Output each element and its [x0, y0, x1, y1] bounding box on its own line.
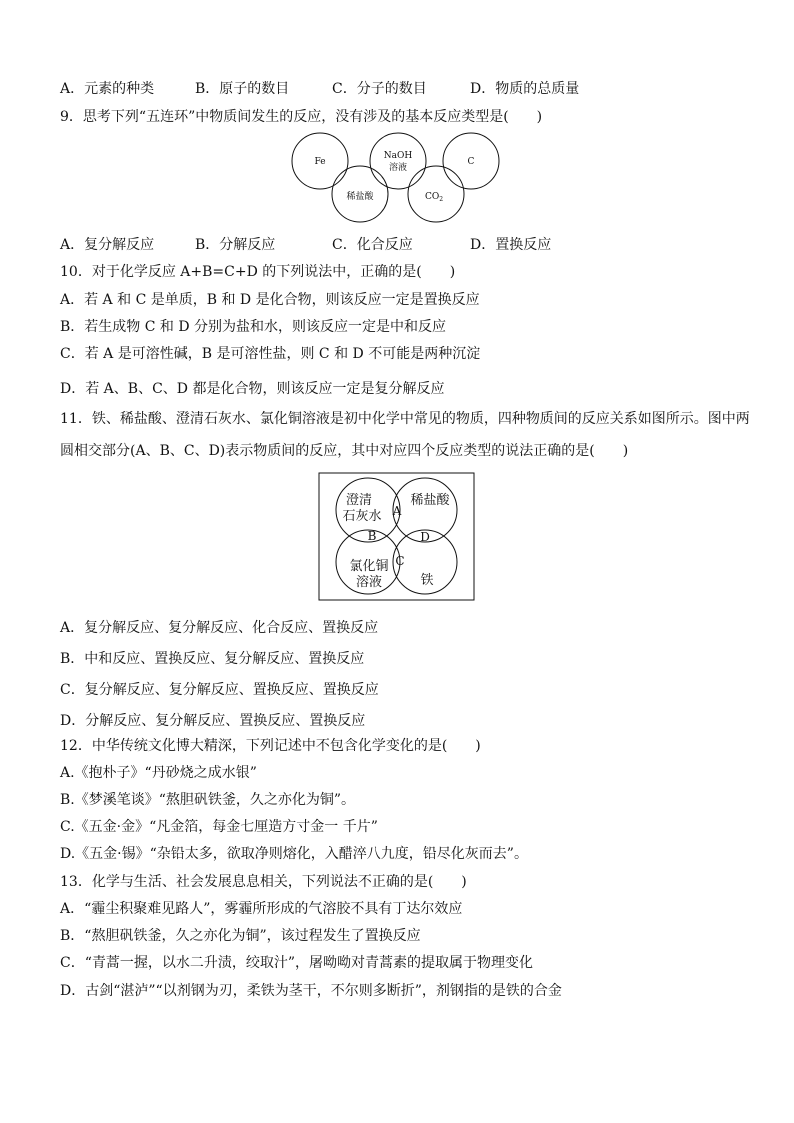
q11-option-d: D．分解反应、复分解反应、置换反应、置换反应 [60, 713, 366, 729]
q9-option-b: B．分解反应 [195, 237, 276, 253]
q9-option-d: D．置换反应 [470, 237, 552, 253]
label-hcl: 稀盐酸 [410, 493, 450, 508]
label-cucl2-1: 氯化铜 [349, 559, 389, 574]
ring-label-fe: Fe [314, 157, 326, 167]
five-rings-diagram [290, 128, 502, 228]
q12-option-b: B.《梦溪笔谈》“熬胆矾铁釜，久之亦化为铜”。 [60, 792, 356, 808]
q11-option-a: A．复分解反应、复分解反应、化合反应、置换反应 [60, 620, 379, 636]
ring-naoh [370, 133, 426, 189]
q8-option-a: A．元素的种类 [60, 81, 155, 97]
q8-option-b: B．原子的数目 [195, 81, 290, 97]
q10-option-d: D．若 A、B、C、D 都是化合物，则该反应一定是复分解反应 [60, 381, 445, 397]
q12-option-d: D.《五金·锡》“杂铅太多，欲取净则熔化，入醋淬八九度，铅尽化灰而去”。 [60, 846, 528, 862]
q10-option-c: C．若 A 是可溶性碱，B 是可溶性盐，则 C 和 D 不可能是两种沉淀 [60, 346, 481, 362]
q10-stem: 10．对于化学反应 A+B=C+D 的下列说法中，正确的是( ) [60, 264, 456, 280]
q11-option-b: B．中和反应、置换反应、复分解反应、置换反应 [60, 651, 365, 667]
region-d: D [420, 530, 430, 544]
q12-option-c: C.《五金·金》“凡金箔，每金七厘造方寸金一 千片” [60, 819, 378, 835]
q13-stem: 13．化学与生活、社会发展息息相关，下列说法不正确的是( ) [60, 874, 467, 890]
label-limewater-2: 石灰水 [342, 509, 382, 524]
q8-option-d: D．物质的总质量 [470, 81, 580, 97]
q10-option-a: A．若 A 和 C 是单质，B 和 D 是化合物，则该反应一定是置换反应 [60, 292, 480, 308]
q11-stem-line1: 11．铁、稀盐酸、澄清石灰水、氯化铜溶液是初中化学中常见的物质，四种物质间的反应关系如图所示。图中两 [60, 411, 750, 427]
q9-stem: 9．思考下列“五连环”中物质间发生的反应，没有涉及的基本反应类型是( ) [60, 109, 543, 125]
q8-option-c: C．分子的数目 [332, 81, 427, 97]
ring-label-hcl: 稀盐酸 [346, 192, 374, 202]
ring-label-c: C [467, 157, 475, 167]
q13-option-c: C．“青蒿一握，以水二升渍，绞取汁”，屠呦呦对青蒿素的提取属于物理变化 [60, 955, 534, 971]
q11-option-c: C．复分解反应、复分解反应、置换反应、置换反应 [60, 682, 379, 698]
venn-diagram [318, 472, 476, 602]
ring-label-solution: 溶液 [388, 163, 408, 173]
q10-option-b: B．若生成物 C 和 D 分别为盐和水，则该反应一定是中和反应 [60, 319, 447, 335]
q13-option-d: D．古剑“湛泸”“以剂钢为刃，柔铁为茎干，不尔则多断折”，剂钢指的是铁的合金 [60, 983, 562, 999]
q11-stem-line2: 圆相交部分(A、B、C、D)表示物质间的反应，其中对应四个反应类型的说法正确的是( ) [60, 443, 629, 459]
q9-option-c: C．化合反应 [332, 237, 413, 253]
ring-label-co2: $CO_2$ [424, 192, 444, 203]
q13-option-b: B．“熬胆矾铁釜，久之亦化为铜”，该过程发生了置换反应 [60, 928, 421, 944]
q12-stem: 12．中华传统文化博大精深，下列记述中不包含化学变化的是( ) [60, 738, 481, 754]
q9-option-a: A．复分解反应 [60, 237, 155, 253]
region-b: B [367, 529, 377, 543]
label-cucl2-2: 溶液 [355, 575, 383, 590]
q12-option-a: A.《抱朴子》“丹砂烧之成水银” [60, 765, 257, 781]
q13-option-a: A．“霾尘积聚难见路人”，雾霾所形成的气溶胶不具有丁达尔效应 [60, 901, 463, 917]
region-a: A [392, 504, 402, 518]
label-iron: 铁 [420, 573, 434, 588]
ring-label-naoh: NaOH [383, 151, 413, 161]
label-limewater-1: 澄清 [345, 493, 373, 508]
region-c: C [395, 554, 405, 568]
